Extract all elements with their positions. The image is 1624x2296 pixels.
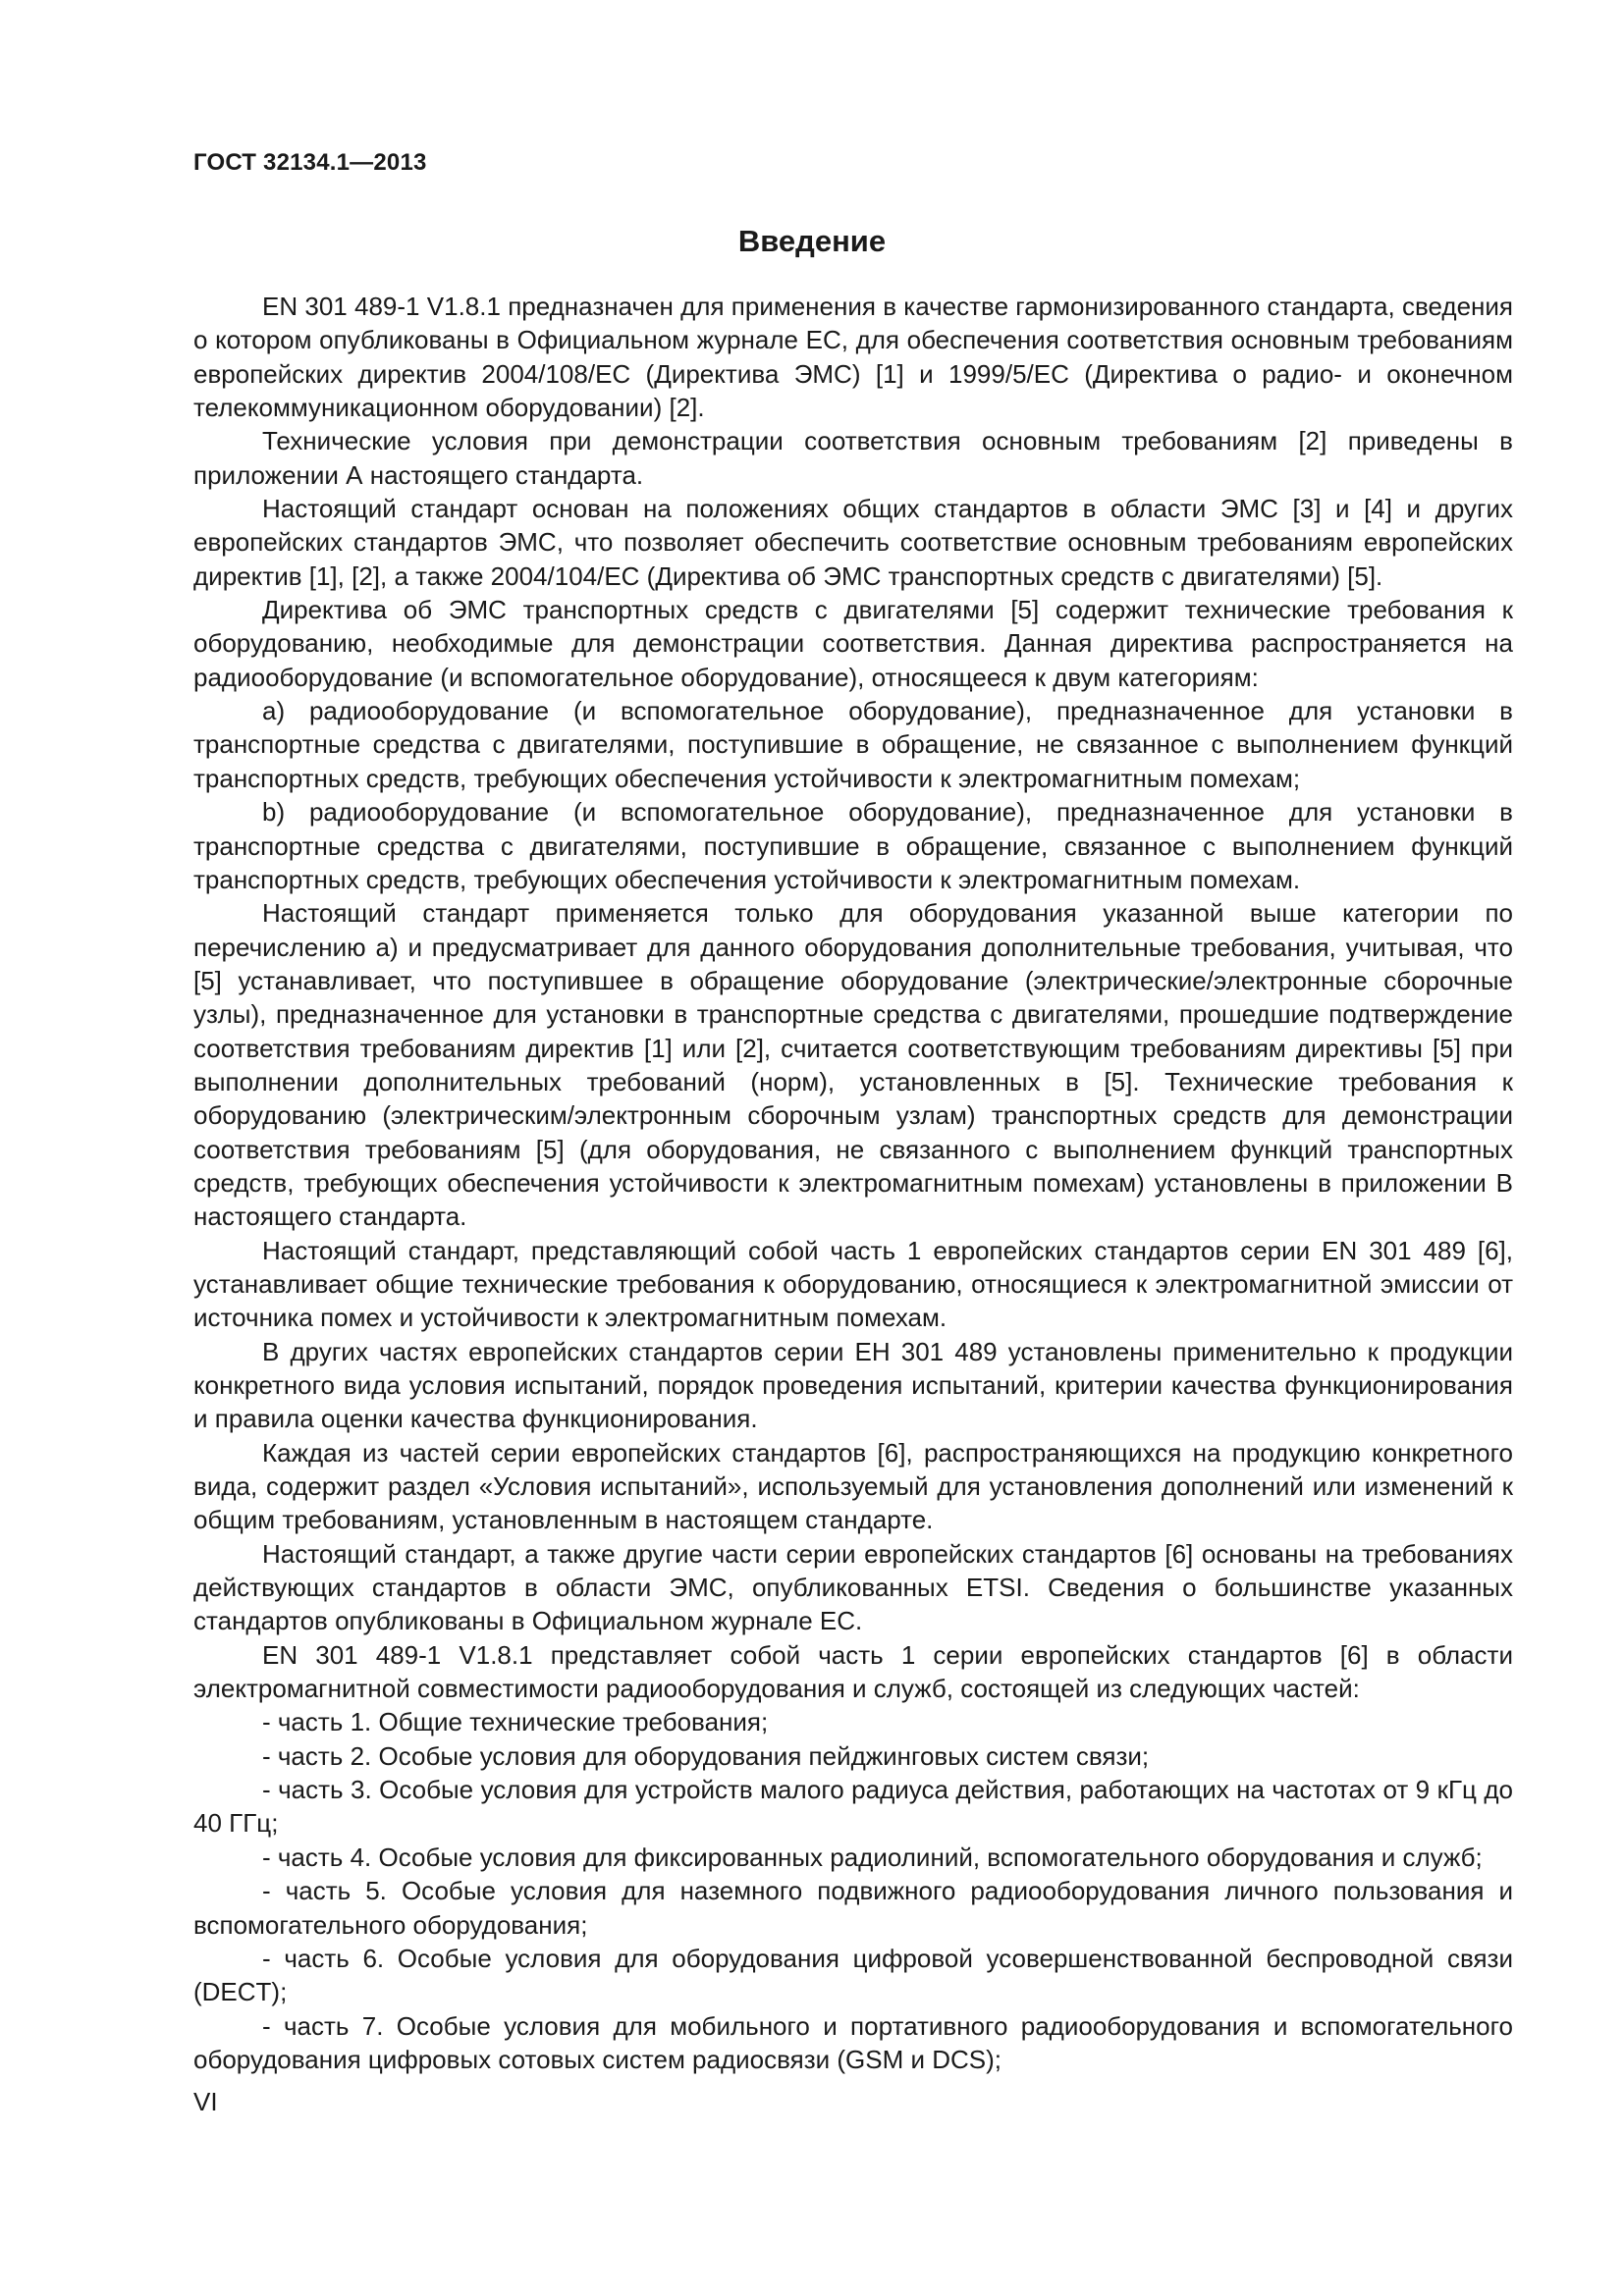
paragraph: Директива об ЭМС транспортных средств с двигателями [5] содержит технические требования к оборудованию, необходимые для демонстрации соответствия. Данная директива распространяется на радиооборудование (и вспомогательное оборудование), относящееся к двум категориям: [193, 595, 1513, 692]
list-item-a: а) радиооборудование (и вспомогательное оборудование), предназначенное для установки в транспортные средства с двигателями, поступившие в обращение, не связанное с выполнением функций транспортных средств, требующих обеспечения устойчивости к электромагнитным помехам; [193, 696, 1513, 793]
document-number-header: ГОСТ 32134.1—2013 [193, 149, 427, 176]
paragraph: В других частях европейских стандартов серии ЕН 301 489 установлены применительно к продукции конкретного вида условия испытаний, порядок проведения испытаний, критерии качества функционирования и правила оценки качества функционирования. [193, 1336, 1513, 1434]
paragraph: Настоящий стандарт, а также другие части серии европейских стандартов [6] основаны на требованиях действующих стандартов в области ЭМС, опубликованных ETSI. Сведения о большинстве указанных стандартов опубликованы в Официальном журнале ЕС. [193, 1538, 1513, 1636]
part-list-item: - часть 1. Общие технические требования; [262, 1707, 769, 1737]
paragraph: EN 301 489-1 V1.8.1 предназначен для применения в качестве гармонизированного стандарта, сведения о котором опубликованы в Официальном журнале ЕС, для обеспечения соответствия основным требованиям европейских директив 2004/108/ЕС (Директива ЭМС) [1] и 1999/5/ЕС (Директива о радио- и оконечном телекоммуникационном оборудовании) [2]. [193, 292, 1513, 423]
part-list-item: - часть 3. Особые условия для устройств малого радиуса действия, работающих на частотах от 9 кГц до 40 ГГц; [193, 1775, 1513, 1839]
paragraph: Настоящий стандарт, представляющий собой часть 1 европейских стандартов серии EN 301 489 [6], устанавливает общие технические требования к оборудованию, относящиеся к электромагнитной эмиссии от источника помех и устойчивости к электромагнитным помехам. [193, 1235, 1513, 1333]
part-list-item: - часть 7. Особые условия для мобильного и портативного радиооборудования и вспомогательного оборудования цифровых сотовых систем радиосвязи (GSM и DCS); [193, 2010, 1513, 2074]
paragraph: Технические условия при демонстрации соответствия основным требованиям [2] приведены в приложении А настоящего стандарта. [193, 426, 1513, 490]
part-list-item: - часть 5. Особые условия для наземного подвижного радиооборудования личного пользования и вспомогательного оборудования; [193, 1876, 1513, 1940]
paragraph: Каждая из частей серии европейских стандартов [6], распространяющихся на продукцию конкретного вида, содержит раздел «Условия испытаний», используемый для установления дополнений или изменений к общим требованиям, установленным в настоящем стандарте. [193, 1437, 1513, 1535]
page-title: Введение [737, 224, 887, 258]
document-body [193, 290, 1513, 2076]
paragraph: Настоящий стандарт основан на положениях общих стандартов в области ЭМС [3] и [4] и других европейских стандартов ЭМС, что позволяет обеспечить соответствие основным требованиям европейских директив [1], [2], а также 2004/104/ЕС (Директива об ЭМС транспортных средств с двигателями) [5]. [193, 494, 1513, 591]
part-list-item: - часть 2. Особые условия для оборудования пейджинговых систем связи; [262, 1740, 1150, 1771]
paragraph: EN 301 489-1 V1.8.1 представляет собой часть 1 серии европейских стандартов [6] в области электромагнитной совместимости радиооборудования и служб, состоящей из следующих частей: [193, 1639, 1513, 1704]
part-list-item: - часть 6. Особые условия для оборудования цифровой усовершенствованной беспроводной связи (DECT); [193, 1943, 1513, 2007]
paragraph: Настоящий стандарт применяется только для оборудования указанной выше категории по перечислению а) и предусматривает для данного оборудования дополнительные требования, учитывая, что [5] устанавливает, что поступившее в обращение оборудование (электрические/электронные сборочные узлы), предназначенное для установки в транспортные средства с двигателями, прошедшие подтверждение соответствия требованиям директив [1] или [2], считается соответствующим требованиям директивы [5] при выполнении дополнительных требований (норм), установленных в [5]. Технические требования к оборудованию (электрическим/электронным сборочным узлам) транспортных средств для демонстрации соответствия требованиям [5] (для оборудования, не связанного с выполнением функций транспортных средств, требующих обеспечения устойчивости к электромагнитным помехам) установлены в приложении В настоящего стандарта. [193, 898, 1513, 1232]
list-item-b: b) радиооборудование (и вспомогательное оборудование), предназначенное для установки в транспортные средства с двигателями, поступившие в обращение, связанное с выполнением функций транспортных средств, требующих обеспечения устойчивости к электромагнитным помехам. [193, 797, 1513, 894]
part-list-item: - часть 4. Особые условия для фиксированных радиолиний, вспомогательного оборудования и служб; [262, 1842, 1483, 1872]
page-number: VI [193, 2087, 218, 2116]
